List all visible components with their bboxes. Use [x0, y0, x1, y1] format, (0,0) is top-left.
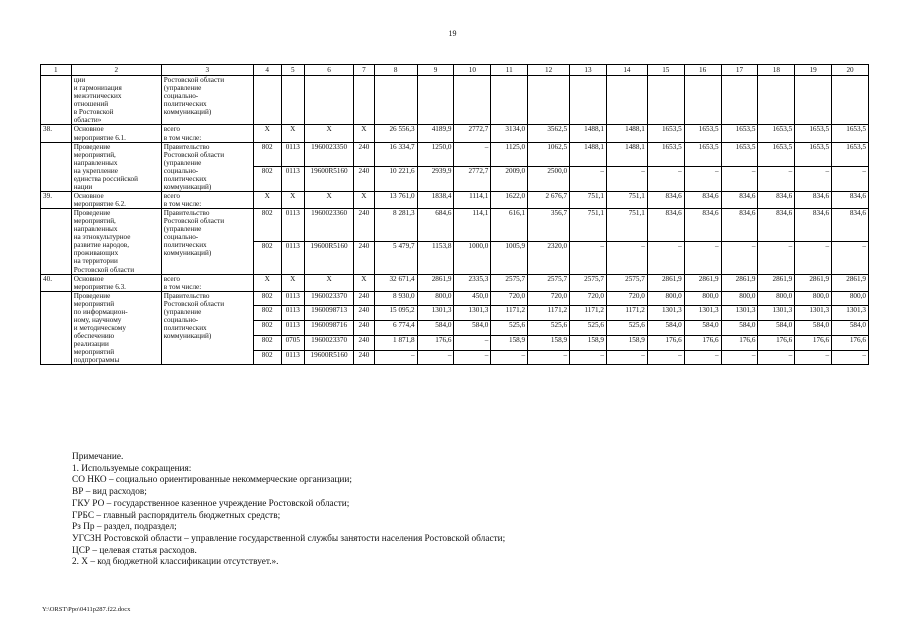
value-cell: 584,0: [684, 321, 721, 336]
code-cell: 802: [253, 335, 281, 350]
code-cell: 802: [253, 291, 281, 306]
value-cell: 1301,3: [684, 306, 721, 321]
empty-cell: [454, 76, 491, 125]
header-cell: 20: [832, 65, 869, 76]
value-cell: 176,6: [647, 335, 684, 350]
value-cell: 800,0: [832, 291, 869, 306]
value-cell: 1301,3: [795, 306, 832, 321]
value-cell: 1301,3: [417, 306, 454, 321]
code-cell: 0113: [281, 350, 305, 365]
code-cell: X: [281, 125, 305, 142]
value-cell: 800,0: [795, 291, 832, 306]
value-cell: 834,6: [795, 209, 832, 242]
value-cell: 584,0: [795, 321, 832, 336]
value-cell: 800,0: [417, 291, 454, 306]
value-cell: 1171,2: [606, 306, 647, 321]
value-cell: –: [570, 167, 607, 192]
code-cell: 240: [354, 291, 374, 306]
value-cell: –: [684, 167, 721, 192]
value-cell: –: [454, 335, 491, 350]
value-cell: 2861,9: [684, 274, 721, 291]
row-number: [41, 291, 72, 365]
value-cell: 13 761,0: [374, 191, 417, 208]
code-cell: X: [354, 274, 374, 291]
row-number: [41, 142, 72, 191]
value-cell: 2861,9: [832, 274, 869, 291]
row-number: 40.: [41, 274, 72, 291]
header-cell: 14: [606, 65, 647, 76]
value-cell: 834,6: [684, 191, 721, 208]
header-row: [41, 65, 869, 76]
code-cell: 240: [354, 321, 374, 336]
value-cell: –: [832, 241, 869, 274]
value-cell: 525,6: [528, 321, 570, 336]
value-cell: 720,0: [528, 291, 570, 306]
value-cell: 158,9: [528, 335, 570, 350]
value-cell: 1125,0: [491, 142, 528, 167]
value-cell: 356,7: [528, 209, 570, 242]
value-cell: –: [832, 350, 869, 365]
value-cell: 2575,7: [491, 274, 528, 291]
code-cell: 240: [354, 209, 374, 242]
activity-description: Проведение мероприятий, направленных на этнокультурное развитие народов, проживающих на территории Ростовской области: [71, 209, 161, 275]
code-cell: 802: [253, 306, 281, 321]
activity-description: Проведение мероприятий, направленных на укрепление единства российской нации: [71, 142, 161, 191]
value-cell: 684,6: [417, 209, 454, 242]
value-cell: –: [647, 241, 684, 274]
value-cell: 1488,1: [606, 142, 647, 167]
value-cell: 1005,9: [491, 241, 528, 274]
grbs-label: Правительство Ростовской области (управление социально- политических коммуникаций): [161, 291, 253, 365]
value-cell: 2772,7: [454, 125, 491, 142]
code-cell: 0113: [281, 306, 305, 321]
header-cell: 10: [454, 65, 491, 76]
code-cell: 802: [253, 241, 281, 274]
row-number: 38.: [41, 125, 72, 142]
code-cell: X: [253, 274, 281, 291]
value-cell: 1653,5: [647, 142, 684, 167]
value-cell: 834,6: [721, 209, 758, 242]
value-cell: 2861,9: [795, 274, 832, 291]
header-cell: 6: [305, 65, 354, 76]
activity-description: Проведение мероприятий по информацион- ному, научному и методическому обеспечению реализации мероприятий подпрограммы: [71, 291, 161, 365]
empty-cell: [354, 76, 374, 125]
value-cell: 834,6: [758, 191, 795, 208]
total-label: всего в том числе:: [161, 274, 253, 291]
value-cell: 1653,5: [684, 125, 721, 142]
header-cell: 9: [417, 65, 454, 76]
code-cell: 1960098713: [305, 306, 354, 321]
value-cell: 2861,9: [417, 274, 454, 291]
value-cell: 525,6: [491, 321, 528, 336]
header-cell: 17: [721, 65, 758, 76]
value-cell: 1653,5: [832, 142, 869, 167]
value-cell: 114,1: [454, 209, 491, 242]
code-cell: 1960023370: [305, 335, 354, 350]
empty-cell: [374, 76, 417, 125]
value-cell: 1114,1: [454, 191, 491, 208]
value-cell: 751,1: [570, 209, 607, 242]
code-cell: 1960098716: [305, 321, 354, 336]
code-cell: X: [281, 191, 305, 208]
header-cell: 7: [354, 65, 374, 76]
value-cell: 4189,9: [417, 125, 454, 142]
continuation-name: ции и гармонизация межэтнических отношений в Ростовской области»: [71, 76, 161, 125]
empty-cell: [832, 76, 869, 125]
value-cell: –: [491, 350, 528, 365]
value-cell: 2861,9: [721, 274, 758, 291]
value-cell: 6 774,4: [374, 321, 417, 336]
row-number: 39.: [41, 191, 72, 208]
value-cell: 800,0: [684, 291, 721, 306]
value-cell: 1838,4: [417, 191, 454, 208]
value-cell: 584,0: [647, 321, 684, 336]
value-cell: –: [832, 167, 869, 192]
note-line: УГСЗН Ростовской области – управление государственной службы занятости населения Ростовской области;: [72, 533, 506, 544]
value-cell: 1488,1: [606, 125, 647, 142]
value-cell: 720,0: [606, 291, 647, 306]
value-cell: 1653,5: [758, 125, 795, 142]
note-line: ЦСР – целевая статья расходов.: [72, 545, 197, 556]
header-cell: 11: [491, 65, 528, 76]
table-row: [41, 125, 869, 142]
table-row: [41, 274, 869, 291]
value-cell: –: [647, 350, 684, 365]
value-cell: –: [417, 350, 454, 365]
value-cell: 158,9: [570, 335, 607, 350]
value-cell: –: [606, 167, 647, 192]
value-cell: 2861,9: [758, 274, 795, 291]
code-cell: 19600R5160: [305, 350, 354, 365]
value-cell: –: [684, 350, 721, 365]
empty-cell: [606, 76, 647, 125]
value-cell: –: [570, 350, 607, 365]
value-cell: 1653,5: [758, 142, 795, 167]
value-cell: –: [721, 241, 758, 274]
value-cell: –: [795, 241, 832, 274]
value-cell: 834,6: [647, 209, 684, 242]
empty-cell: [305, 76, 354, 125]
code-cell: 1960023370: [305, 291, 354, 306]
empty-cell: [253, 76, 281, 125]
table-row: [41, 209, 869, 242]
value-cell: 1153,8: [417, 241, 454, 274]
code-cell: 802: [253, 350, 281, 365]
value-cell: 1 871,8: [374, 335, 417, 350]
code-cell: X: [305, 125, 354, 142]
value-cell: 584,0: [417, 321, 454, 336]
code-cell: X: [354, 191, 374, 208]
header-cell: 1: [41, 65, 72, 76]
header-cell: 13: [570, 65, 607, 76]
value-cell: 1171,2: [528, 306, 570, 321]
header-cell: 3: [161, 65, 253, 76]
value-cell: 800,0: [721, 291, 758, 306]
note-line: 2. Х – код бюджетной классификации отсутствует.».: [72, 557, 279, 568]
value-cell: 720,0: [491, 291, 528, 306]
value-cell: –: [795, 167, 832, 192]
empty-cell: [528, 76, 570, 125]
code-cell: 240: [354, 142, 374, 167]
total-label: всего в том числе:: [161, 191, 253, 208]
value-cell: –: [758, 167, 795, 192]
code-cell: 802: [253, 209, 281, 242]
value-cell: 751,1: [606, 191, 647, 208]
value-cell: –: [647, 167, 684, 192]
value-cell: 834,6: [647, 191, 684, 208]
value-cell: 834,6: [684, 209, 721, 242]
value-cell: 3134,0: [491, 125, 528, 142]
value-cell: 525,6: [570, 321, 607, 336]
value-cell: 584,0: [758, 321, 795, 336]
note-line: СО НКО – социально ориентированные некоммерческие организации;: [72, 475, 352, 486]
value-cell: 176,6: [684, 335, 721, 350]
value-cell: 1062,5: [528, 142, 570, 167]
code-cell: X: [305, 274, 354, 291]
value-cell: 2335,3: [454, 274, 491, 291]
value-cell: 2320,0: [528, 241, 570, 274]
empty-cell: [417, 76, 454, 125]
code-cell: 0113: [281, 142, 305, 167]
header-cell: 2: [71, 65, 161, 76]
code-cell: 240: [354, 306, 374, 321]
empty-cell: [721, 76, 758, 125]
code-cell: 1960023350: [305, 142, 354, 167]
value-cell: 1301,3: [758, 306, 795, 321]
value-cell: –: [795, 350, 832, 365]
code-cell: 0705: [281, 335, 305, 350]
value-cell: 1171,2: [491, 306, 528, 321]
empty-cell: [647, 76, 684, 125]
value-cell: –: [454, 142, 491, 167]
continuation-grbs: Ростовской области (управление социально- политических коммуникаций): [161, 76, 253, 125]
code-cell: 240: [354, 350, 374, 365]
value-cell: –: [606, 350, 647, 365]
code-cell: 19600R5160: [305, 241, 354, 274]
table-row: [41, 291, 869, 306]
empty-cell: [758, 76, 795, 125]
code-cell: 0113: [281, 209, 305, 242]
value-cell: 2861,9: [647, 274, 684, 291]
value-cell: –: [721, 167, 758, 192]
value-cell: 525,6: [606, 321, 647, 336]
value-cell: 834,6: [795, 191, 832, 208]
value-cell: –: [374, 350, 417, 365]
value-cell: 2 676,7: [528, 191, 570, 208]
code-cell: X: [253, 125, 281, 142]
value-cell: –: [528, 350, 570, 365]
value-cell: 1301,3: [647, 306, 684, 321]
value-cell: 1653,5: [795, 142, 832, 167]
empty-cell: [795, 76, 832, 125]
value-cell: 1653,5: [647, 125, 684, 142]
value-cell: 584,0: [721, 321, 758, 336]
row-number: [41, 76, 72, 125]
value-cell: 26 556,3: [374, 125, 417, 142]
code-cell: 240: [354, 241, 374, 274]
value-cell: 2575,7: [570, 274, 607, 291]
value-cell: 834,6: [832, 191, 869, 208]
value-cell: 834,6: [832, 209, 869, 242]
value-cell: 176,6: [795, 335, 832, 350]
activity-name: Основное мероприятие 6.2.: [71, 191, 161, 208]
value-cell: 32 671,4: [374, 274, 417, 291]
value-cell: 10 221,6: [374, 167, 417, 192]
value-cell: –: [570, 241, 607, 274]
value-cell: 720,0: [570, 291, 607, 306]
note-line: ГКУ РО – государственное казенное учреждение Ростовской области;: [72, 498, 350, 509]
header-cell: 4: [253, 65, 281, 76]
header-cell: 8: [374, 65, 417, 76]
value-cell: 2009,0: [491, 167, 528, 192]
value-cell: 1488,1: [570, 142, 607, 167]
note-line: Примечание.: [72, 452, 124, 462]
value-cell: 584,0: [454, 321, 491, 336]
value-cell: 1171,2: [570, 306, 607, 321]
value-cell: 1653,5: [721, 142, 758, 167]
value-cell: –: [721, 350, 758, 365]
code-cell: 802: [253, 321, 281, 336]
code-cell: 0113: [281, 291, 305, 306]
note-line: 1. Используемые сокращения:: [72, 463, 192, 474]
table-row: [41, 142, 869, 167]
value-cell: –: [758, 350, 795, 365]
value-cell: –: [606, 241, 647, 274]
value-cell: 800,0: [758, 291, 795, 306]
code-cell: 1960023360: [305, 209, 354, 242]
value-cell: 2772,7: [454, 167, 491, 192]
value-cell: 176,6: [758, 335, 795, 350]
value-cell: 176,6: [721, 335, 758, 350]
value-cell: 176,6: [832, 335, 869, 350]
value-cell: 616,1: [491, 209, 528, 242]
value-cell: 450,0: [454, 291, 491, 306]
value-cell: 8 930,0: [374, 291, 417, 306]
code-cell: 802: [253, 142, 281, 167]
header-cell: 18: [758, 65, 795, 76]
value-cell: 1000,0: [454, 241, 491, 274]
value-cell: 1301,3: [832, 306, 869, 321]
code-cell: 240: [354, 167, 374, 192]
header-cell: 12: [528, 65, 570, 76]
continuation-row: [41, 76, 869, 125]
value-cell: 5 479,7: [374, 241, 417, 274]
value-cell: 584,0: [832, 321, 869, 336]
header-cell: 19: [795, 65, 832, 76]
value-cell: 3562,5: [528, 125, 570, 142]
header-cell: 5: [281, 65, 305, 76]
page-number: 19: [448, 29, 457, 38]
total-label: всего в том числе:: [161, 125, 253, 142]
table-row: [41, 191, 869, 208]
budget-table: [40, 64, 869, 365]
empty-cell: [684, 76, 721, 125]
value-cell: 176,6: [417, 335, 454, 350]
code-cell: X: [305, 191, 354, 208]
value-cell: 751,1: [570, 191, 607, 208]
code-cell: 802: [253, 167, 281, 192]
value-cell: 2939,9: [417, 167, 454, 192]
value-cell: 800,0: [647, 291, 684, 306]
note-line: Рз Пр – раздел, подраздел;: [72, 522, 177, 533]
value-cell: 1301,3: [454, 306, 491, 321]
code-cell: 0113: [281, 241, 305, 274]
value-cell: 751,1: [606, 209, 647, 242]
code-cell: 240: [354, 335, 374, 350]
value-cell: 1250,0: [417, 142, 454, 167]
file-path-footer: Y:\ORST\Ppo\0411p287.f22.docx: [42, 606, 131, 613]
grbs-label: Правительство Ростовской области (управление социально- политических коммуникаций): [161, 142, 253, 191]
value-cell: 15 095,2: [374, 306, 417, 321]
value-cell: 2500,0: [528, 167, 570, 192]
code-cell: 0113: [281, 167, 305, 192]
note-line: ГРБС – главный распорядитель бюджетных средств;: [72, 510, 281, 521]
value-cell: 8 281,3: [374, 209, 417, 242]
header-cell: 15: [647, 65, 684, 76]
code-cell: X: [281, 274, 305, 291]
value-cell: 1653,5: [684, 142, 721, 167]
empty-cell: [491, 76, 528, 125]
value-cell: 834,6: [721, 191, 758, 208]
value-cell: 158,9: [606, 335, 647, 350]
empty-cell: [570, 76, 607, 125]
note-line: ВР – вид расходов;: [72, 487, 147, 498]
value-cell: 2575,7: [528, 274, 570, 291]
row-number: [41, 209, 72, 275]
value-cell: –: [758, 241, 795, 274]
value-cell: 158,9: [491, 335, 528, 350]
value-cell: 1488,1: [570, 125, 607, 142]
code-cell: 19600R5160: [305, 167, 354, 192]
activity-name: Основное мероприятие 6.3.: [71, 274, 161, 291]
value-cell: 1301,3: [721, 306, 758, 321]
code-cell: X: [253, 191, 281, 208]
header-cell: 16: [684, 65, 721, 76]
grbs-label: Правительство Ростовской области (управление социально- политических коммуникаций): [161, 209, 253, 275]
value-cell: –: [454, 350, 491, 365]
value-cell: 1653,5: [795, 125, 832, 142]
value-cell: 2575,7: [606, 274, 647, 291]
value-cell: 1653,5: [832, 125, 869, 142]
value-cell: –: [684, 241, 721, 274]
notes-section: [72, 452, 505, 569]
value-cell: 1653,5: [721, 125, 758, 142]
activity-name: Основное мероприятие 6.1.: [71, 125, 161, 142]
value-cell: 834,6: [758, 209, 795, 242]
code-cell: X: [354, 125, 374, 142]
code-cell: 0113: [281, 321, 305, 336]
value-cell: 16 334,7: [374, 142, 417, 167]
empty-cell: [281, 76, 305, 125]
value-cell: 1622,0: [491, 191, 528, 208]
